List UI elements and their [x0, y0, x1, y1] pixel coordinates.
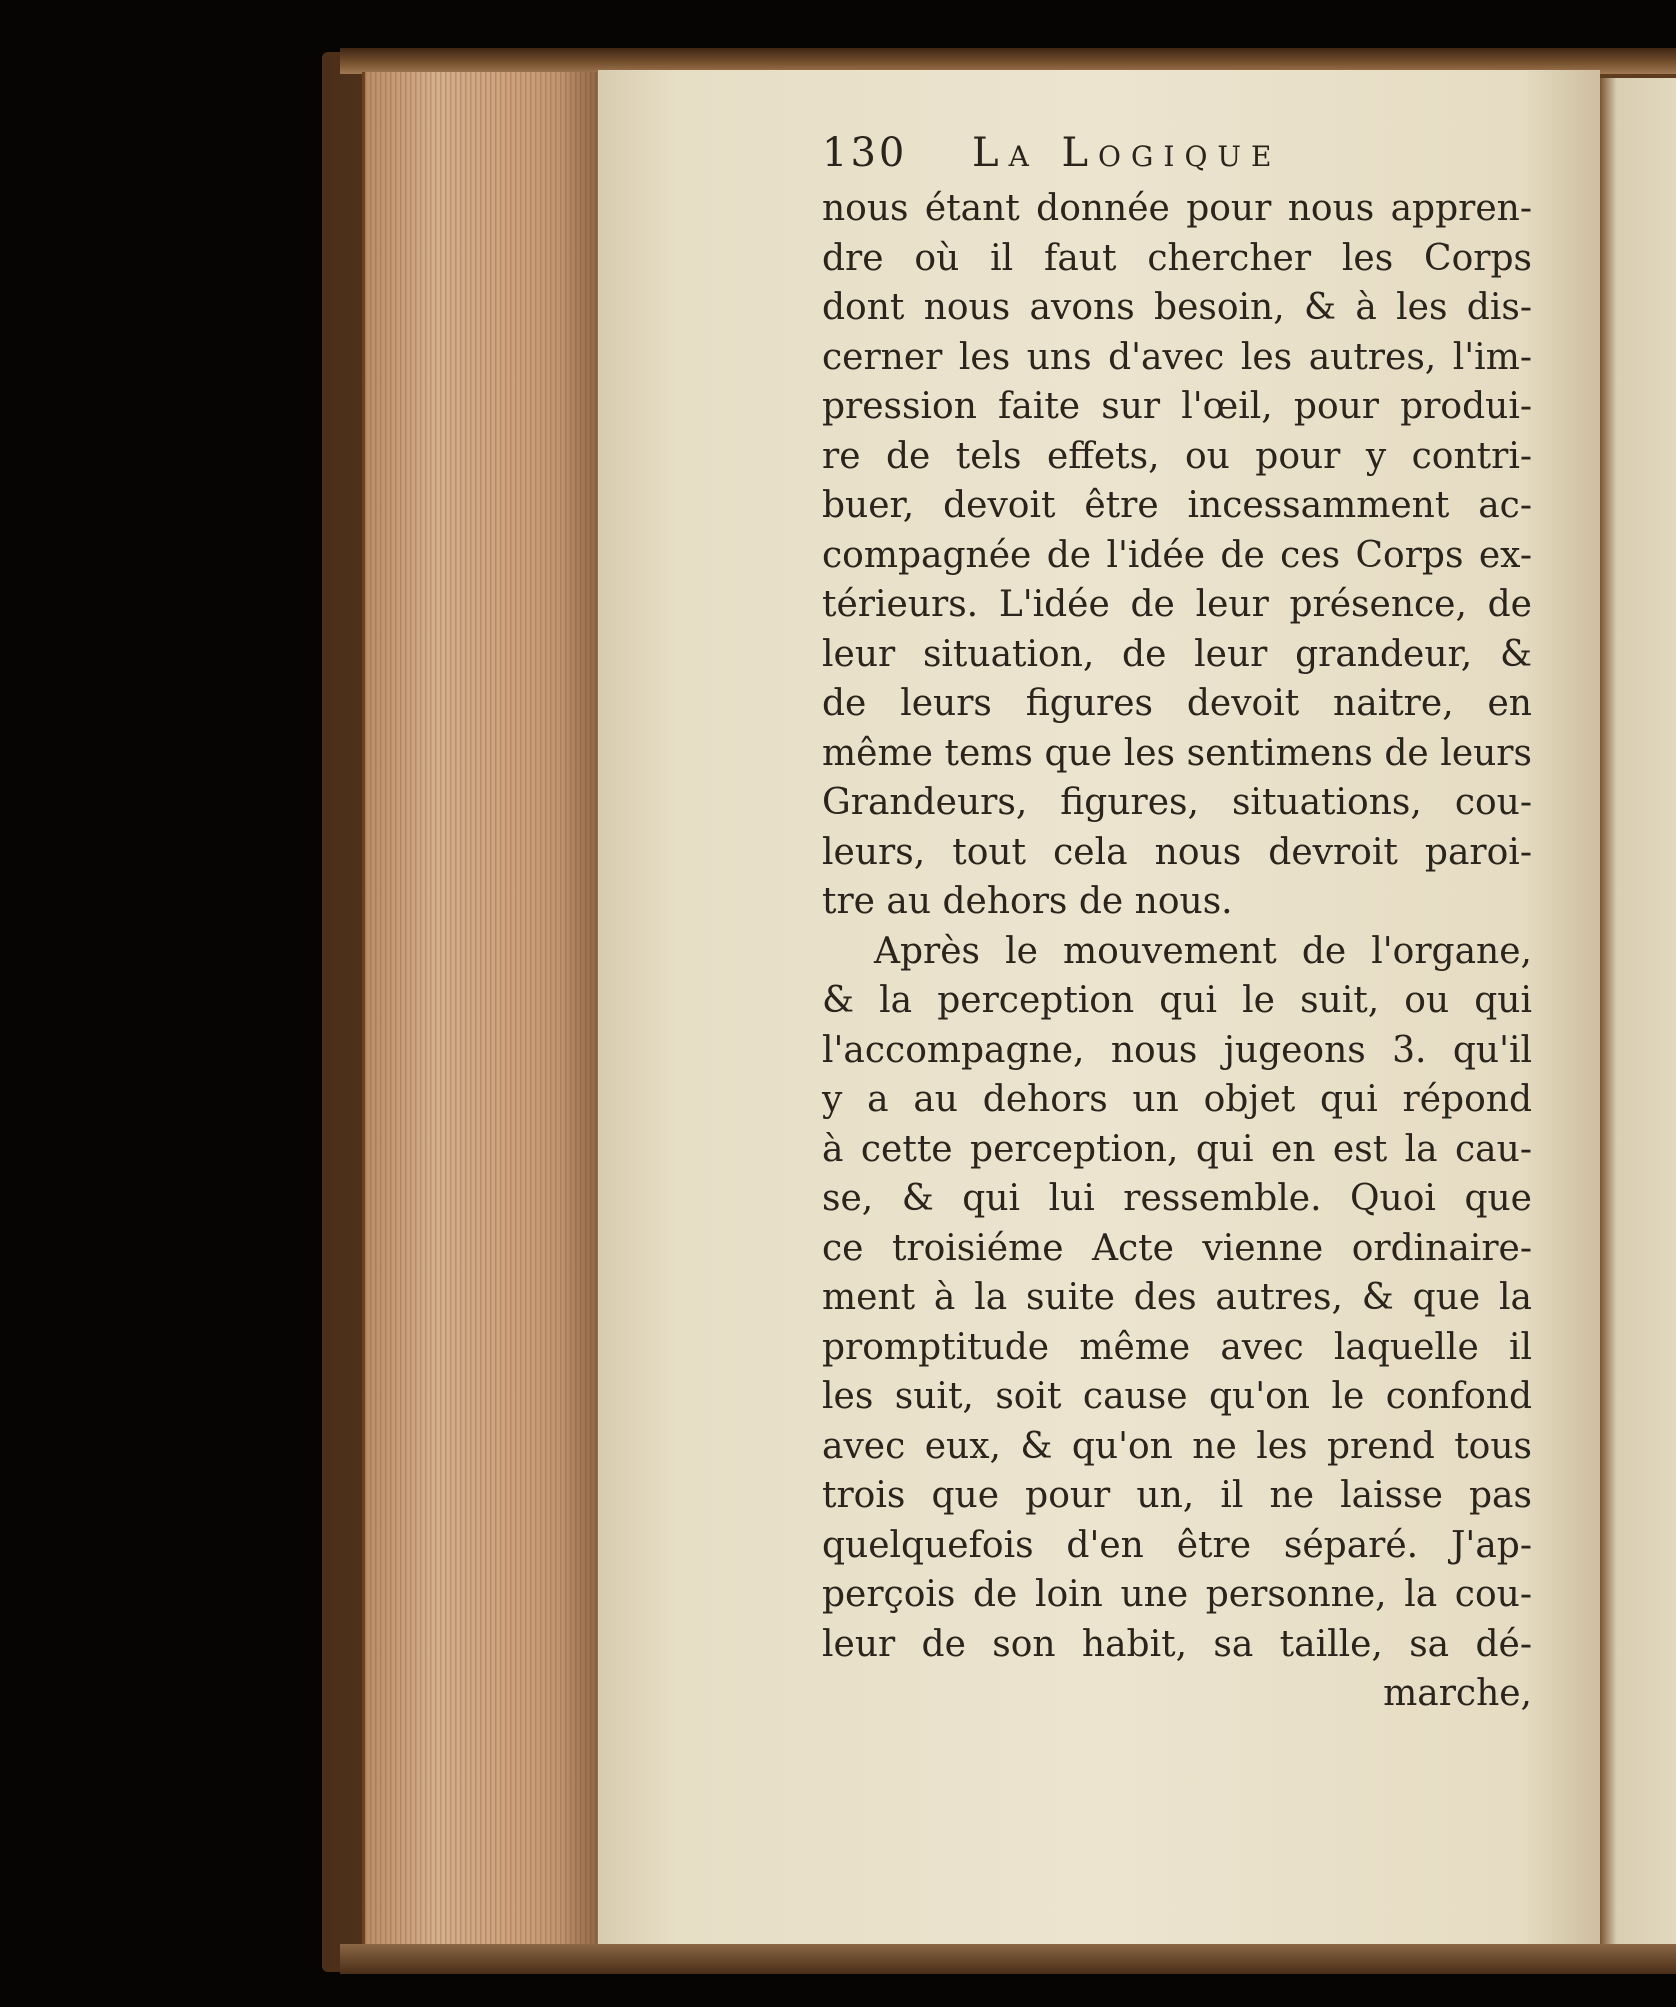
text-line: buer, devoit être incessamment ac-	[822, 485, 1532, 526]
text-line: Grandeurs, figures, situations, cou-	[822, 782, 1532, 823]
book-bottom-edge	[340, 1944, 1676, 1974]
running-title: La Logique	[972, 130, 1282, 176]
text-line: tre au dehors de nous.	[822, 881, 1233, 922]
text-line: trois que pour un, il ne laisse pas	[822, 1475, 1532, 1516]
text-line: les suit, soit cause qu'on le confond	[822, 1376, 1532, 1417]
text-line: y a au dehors un objet qui répond	[822, 1079, 1532, 1120]
text-line: même tems que les sentimens de leurs	[822, 732, 1532, 774]
text-line: à cette perception, qui en est la cau-	[822, 1128, 1532, 1170]
page-header	[822, 130, 1532, 182]
text-line: dont nous avons besoin, & à les dis-	[822, 287, 1532, 328]
text-line: térieurs. L'idée de leur présence, de	[822, 584, 1532, 625]
text-line: nous étant donnée pour nous appren-	[822, 188, 1532, 229]
facing-page-edge	[1600, 78, 1676, 1944]
text-line: re de tels effets, ou pour y contri-	[822, 435, 1532, 477]
page-text	[822, 130, 1532, 1719]
text-line: se, & qui lui ressemble. Quoi que	[822, 1178, 1532, 1219]
fore-edge-shadow	[560, 72, 600, 1944]
text-line: avec eux, & qu'on ne les prend tous	[822, 1425, 1532, 1467]
text-line: ment à la suite des autres, & que la	[822, 1277, 1532, 1318]
text-line: ce troisiéme Acte vienne ordinaire-	[822, 1227, 1532, 1269]
text-line: leurs, tout cela nous devroit paroi-	[822, 831, 1532, 873]
paragraph-first-line: Après le mouvement de l'organe,	[874, 930, 1532, 972]
text-line: l'accompagne, nous jugeons 3. qu'il	[822, 1029, 1532, 1071]
text-line: pression faite sur l'œil, pour produi-	[822, 386, 1532, 427]
text-line: leur de son habit, sa taille, sa dé-	[822, 1623, 1532, 1665]
text-line: dre où il faut chercher les Corps	[822, 237, 1532, 279]
text-line: compagnée de l'idée de ces Corps ex-	[822, 534, 1532, 576]
text-line: de leurs figures devoit naitre, en	[822, 683, 1532, 724]
text-line: cerner les uns d'avec les autres, l'im-	[822, 336, 1532, 378]
text-line: leur situation, de leur grandeur, &	[822, 633, 1532, 675]
text-line: promptitude même avec laquelle il	[822, 1326, 1532, 1368]
page-number: 130	[822, 130, 908, 176]
text-line: quelquefois d'en être séparé. J'ap-	[822, 1524, 1532, 1566]
catchword: marche,	[1383, 1673, 1532, 1714]
text-line: perçois de loin une personne, la cou-	[822, 1574, 1532, 1615]
text-line: & la perception qui le suit, ou qui	[822, 980, 1532, 1021]
